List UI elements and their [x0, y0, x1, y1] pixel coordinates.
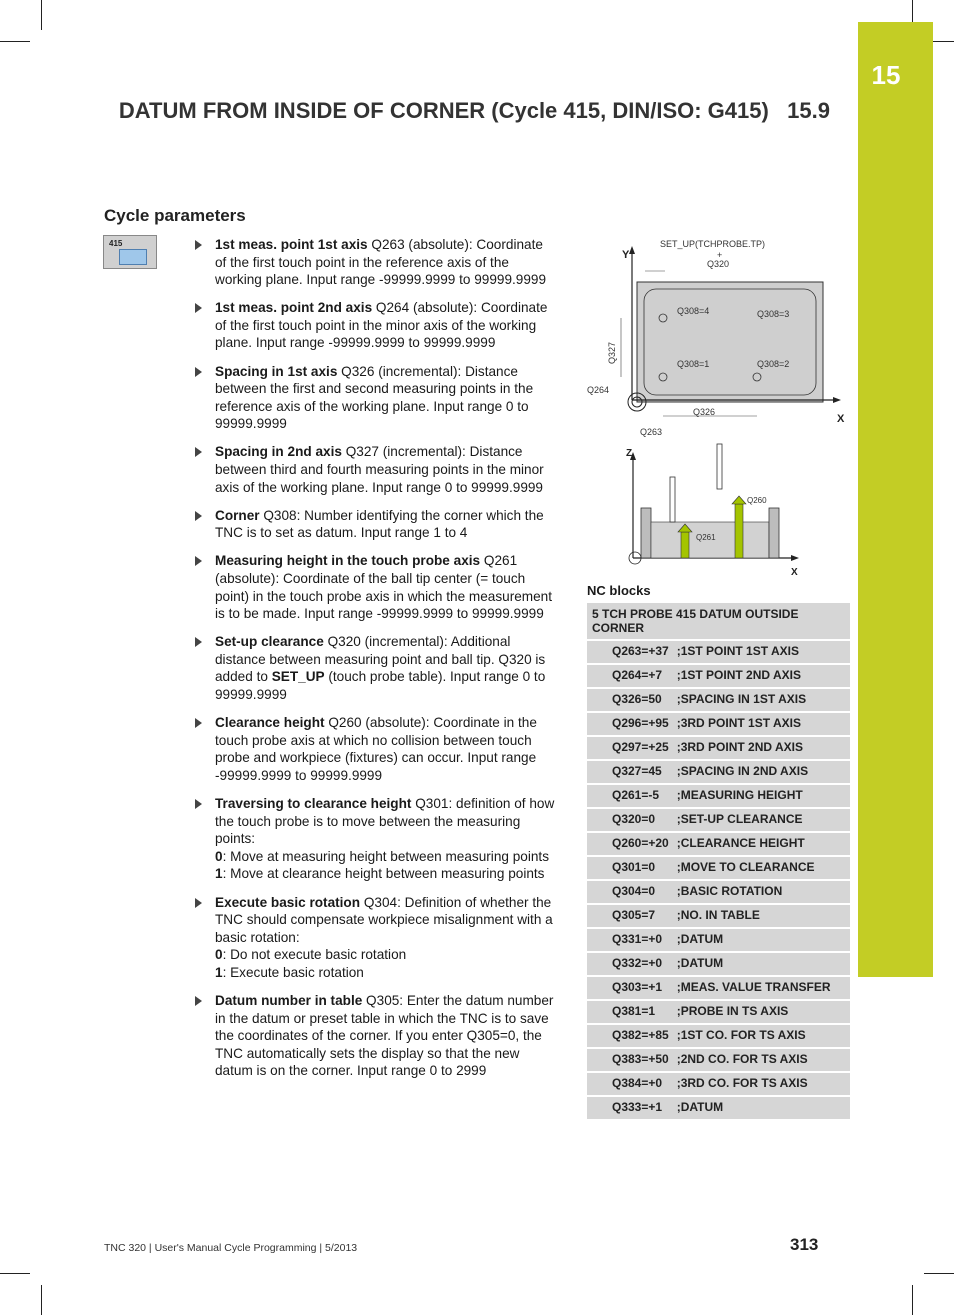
table-row	[587, 640, 850, 664]
nc-comment-cell: ;DATUM	[673, 1096, 850, 1120]
nc-param-cell: Q384=+0	[587, 1072, 673, 1096]
q264-label: Q264	[587, 385, 610, 395]
parameter-item	[193, 894, 555, 982]
nc-param-cell: Q320=0	[587, 808, 673, 832]
nc-param-cell: Q332=+0	[587, 952, 673, 976]
axis-x-label: X	[837, 413, 845, 425]
page-header	[0, 98, 830, 124]
q260-arrow	[735, 504, 743, 558]
parameter-item	[193, 443, 555, 496]
y-axis-arrow-icon	[629, 246, 635, 254]
parameter-item	[193, 992, 555, 1080]
table-row	[587, 1024, 850, 1048]
nc-comment-cell: ;SET-UP CLEARANCE	[673, 808, 850, 832]
nc-param-cell: Q303=+1	[587, 976, 673, 1000]
nc-comment-cell: ;MEAS. VALUE TRANSFER	[673, 976, 850, 1000]
nc-header-row	[587, 603, 850, 640]
header-title: DATUM FROM INSIDE OF CORNER (Cycle 415, DIN/ISO: G415)	[118, 98, 769, 123]
parameter-desc: Q263 (absolute): Coordinate of the first touch point in the reference axis of the working plane. Input range -99999.9999 to 99999.9999	[215, 237, 547, 288]
parameter-item	[193, 633, 555, 703]
bullet-triangle-icon	[195, 367, 202, 377]
corner1-label: Q308=1	[677, 359, 710, 369]
table-row	[587, 952, 850, 976]
nc-param-cell: Q327=45	[587, 760, 673, 784]
table-row	[587, 784, 850, 808]
nc-comment-cell: ;SPACING IN 2ND AXIS	[673, 760, 850, 784]
nc-comment-cell: ;1ST POINT 1ST AXIS	[673, 640, 850, 664]
crop-mark	[41, 1285, 42, 1315]
parameter-desc: Q304: Definition of whether the TNC should compensate workpiece misalignment with a basic rotation:	[215, 894, 553, 945]
crop-mark	[41, 0, 42, 30]
parameter-name: 1st meas. point 2nd axis	[215, 300, 373, 316]
nc-comment-cell: ;DATUM	[673, 928, 850, 952]
q260-label: Q260	[747, 496, 767, 505]
nc-comment-cell: ;MOVE TO CLEARANCE	[673, 856, 850, 880]
q320-label: Q320	[707, 259, 730, 269]
q261-label: Q261	[696, 533, 716, 542]
nc-param-cell: Q305=7	[587, 904, 673, 928]
nc-param-cell: Q264=+7	[587, 664, 673, 688]
nc-comment-cell: ;1ST CO. FOR TS AXIS	[673, 1024, 850, 1048]
q263-label: Q263	[640, 427, 663, 437]
q260-arrow-head-icon	[732, 496, 746, 504]
side-view	[626, 444, 799, 578]
parameter-name: Spacing in 2nd axis	[215, 444, 342, 460]
parameter-item	[193, 363, 555, 433]
axis-x-side-label: X	[791, 567, 798, 578]
bullet-triangle-icon	[195, 718, 202, 728]
nc-comment-cell: ;3RD POINT 2ND AXIS	[673, 736, 850, 760]
bullet-triangle-icon	[195, 556, 202, 566]
pocket-outline	[644, 289, 816, 395]
parameter-item	[193, 714, 555, 784]
cycle-diagram	[585, 232, 850, 578]
table-row	[587, 760, 850, 784]
probe-stylus-high	[717, 444, 722, 489]
table-row	[587, 1072, 850, 1096]
nc-header-cell: 5 TCH PROBE 415 DATUM OUTSIDE CORNER	[587, 603, 850, 640]
parameter-desc: Q308: Number identifying the corner which the TNC is to set as datum. Input range 1 to 4	[215, 507, 544, 541]
crop-mark	[0, 41, 30, 42]
nc-param-cell: Q333=+1	[587, 1096, 673, 1120]
nc-comment-cell: ;NO. IN TABLE	[673, 904, 850, 928]
q327-label: Q327	[607, 341, 617, 364]
parameter-name: Corner	[215, 507, 260, 523]
table-row	[587, 688, 850, 712]
parameter-list	[193, 236, 555, 1090]
nc-param-cell: Q301=0	[587, 856, 673, 880]
option-text: : Do not execute basic rotation	[222, 947, 407, 963]
table-row	[587, 880, 850, 904]
parameter-desc: Q305: Enter the datum number in the datum or preset table in which the TNC is to save the coordinates of the corner. If you enter Q305=0, the TNC automatically sets the display so that the new datum is on the corner. Input range 0 to 2999	[215, 992, 554, 1079]
axis-z-label: Z	[626, 448, 633, 459]
nc-comment-cell: ;PROBE IN TS AXIS	[673, 1000, 850, 1024]
parameter-name: Measuring height in the touch probe axis	[215, 553, 481, 569]
bullet-triangle-icon	[195, 303, 202, 313]
parameter-name: Traversing to clearance height	[215, 796, 412, 812]
parameter-item	[193, 507, 555, 542]
softkey-label: 415	[109, 239, 123, 248]
nc-param-cell: Q381=1	[587, 1000, 673, 1024]
bullet-triangle-icon	[195, 447, 202, 457]
parameter-name: Execute basic rotation	[215, 894, 361, 910]
crop-mark	[912, 1285, 913, 1315]
chapter-tab	[858, 22, 933, 977]
bullet-triangle-icon	[195, 637, 202, 647]
nc-param-cell: Q383=+50	[587, 1048, 673, 1072]
table-row	[587, 736, 850, 760]
bullet-triangle-icon	[195, 240, 202, 250]
nc-param-cell: Q296=+95	[587, 712, 673, 736]
corner4-label: Q308=4	[677, 306, 710, 316]
nc-comment-cell: ;2ND CO. FOR TS AXIS	[673, 1048, 850, 1072]
table-row	[587, 808, 850, 832]
bullet-triangle-icon	[195, 511, 202, 521]
nc-comment-cell: ;1ST POINT 2ND AXIS	[673, 664, 850, 688]
option-key: 1	[215, 964, 223, 980]
parameter-name: 1st meas. point 1st axis	[215, 237, 368, 252]
softkey-icon	[119, 249, 147, 265]
side-wall-left	[641, 508, 651, 558]
nc-param-cell: Q261=-5	[587, 784, 673, 808]
option-text: : Move at measuring height between measuring points	[222, 848, 549, 864]
parameter-name: Spacing in 1st axis	[215, 363, 338, 379]
parameter-item	[193, 552, 555, 622]
nc-blocks-title: NC blocks	[587, 583, 651, 598]
nc-param-cell: Q263=+37	[587, 640, 673, 664]
parameter-desc: Q301: definition of how the touch probe is to move between the measuring points:	[215, 796, 555, 847]
parameter-item	[193, 299, 555, 352]
parameter-item	[193, 795, 555, 883]
nc-comment-cell: ;3RD POINT 1ST AXIS	[673, 712, 850, 736]
parameter-desc: Q260 (absolute): Coordinate in the touch probe axis at which no collision between touch probe and workpiece (fixtures) can occur. Input range -99999.9999 to 99999.9999	[215, 715, 537, 783]
table-row	[587, 664, 850, 688]
table-row	[587, 856, 850, 880]
option-key: 1	[215, 866, 223, 882]
bullet-triangle-icon	[195, 898, 202, 908]
setup-label: SET_UP(TCHPROBE.TP)	[660, 239, 766, 249]
table-row	[587, 904, 850, 928]
parameter-desc: Q326 (incremental): Distance between the first and second measuring points in the reference axis of the working plane. Input range 0 to 99999.9999	[215, 363, 534, 432]
probe-stylus-low	[670, 477, 675, 522]
nc-param-cell: Q260=+20	[587, 832, 673, 856]
parameter-desc: Q327 (incremental): Distance between third and fourth measuring points in the minor axis of the working plane. Input range 0 to 99999.9999	[215, 444, 544, 495]
nc-param-cell: Q304=0	[587, 880, 673, 904]
section-title: Cycle parameters	[104, 206, 246, 225]
option-text: : Execute basic rotation	[222, 964, 364, 980]
parameter-desc: Q264 (absolute): Coordinate of the first touch point in the minor axis of the working plane. Input range -99999.9999 to 99999.9999	[215, 300, 548, 351]
cycle-softkey[interactable]	[103, 235, 157, 269]
nc-comment-cell: ;DATUM	[673, 952, 850, 976]
header-section-number: 15.9	[787, 98, 830, 123]
parameter-item	[193, 236, 555, 289]
crop-mark	[924, 1273, 954, 1274]
table-row	[587, 976, 850, 1000]
nc-param-cell: Q331=+0	[587, 928, 673, 952]
parameter-name: Clearance height	[215, 715, 325, 731]
nc-comment-cell: ;CLEARANCE HEIGHT	[673, 832, 850, 856]
corner3-label: Q308=3	[757, 309, 790, 319]
parameter-desc: Q320 (incremental): Additional distance between measuring point and ball tip. Q320 is added to	[215, 634, 546, 685]
parameter-desc: Q261 (absolute): Coordinate of the ball tip center (= touch point) in the touch probe axis in which the measurement is to be made. Input range -99999.9999 to 99999.9999	[215, 553, 553, 622]
option-text: : Move at clearance height between measuring points	[222, 866, 545, 882]
nc-comment-cell: ;SPACING IN 1ST AXIS	[673, 688, 850, 712]
q326-label: Q326	[693, 407, 716, 417]
parameter-keyword: SET_UP	[271, 669, 325, 685]
page-number: 313	[790, 1235, 819, 1254]
nc-comment-cell: ;BASIC ROTATION	[673, 880, 850, 904]
table-row	[587, 712, 850, 736]
nc-comment-cell: ;3RD CO. FOR TS AXIS	[673, 1072, 850, 1096]
q261-arrow	[681, 532, 689, 558]
option-key: 0	[215, 947, 223, 963]
axis-y-label: Y	[622, 249, 630, 261]
parameter-desc: (touch probe table). Input range 0 to 99999.9999	[215, 669, 546, 703]
corner2-label: Q308=2	[757, 359, 790, 369]
nc-comment-cell: ;MEASURING HEIGHT	[673, 784, 850, 808]
nc-param-cell: Q382=+85	[587, 1024, 673, 1048]
nc-param-cell: Q326=50	[587, 688, 673, 712]
crop-mark	[0, 1273, 30, 1274]
setup-plus: +	[717, 250, 723, 260]
table-row	[587, 1000, 850, 1024]
x-axis-arrow-icon	[833, 397, 841, 403]
parameter-name: Datum number in table	[215, 992, 363, 1008]
bullet-triangle-icon	[195, 799, 202, 809]
nc-param-cell: Q297=+25	[587, 736, 673, 760]
table-row	[587, 1048, 850, 1072]
top-view	[587, 239, 845, 437]
table-row	[587, 928, 850, 952]
chapter-number: 15	[871, 60, 901, 90]
option-key: 0	[215, 848, 223, 864]
table-row	[587, 832, 850, 856]
parameter-name: Set-up clearance	[215, 634, 324, 650]
side-wall-right	[769, 508, 779, 558]
bullet-triangle-icon	[195, 996, 202, 1006]
table-row	[587, 1096, 850, 1120]
footer-text: TNC 320 | User's Manual Cycle Programming | 5/2013	[104, 1242, 358, 1254]
nc-blocks-table	[587, 603, 850, 1121]
x-axis-side-arrow-icon	[791, 555, 799, 561]
